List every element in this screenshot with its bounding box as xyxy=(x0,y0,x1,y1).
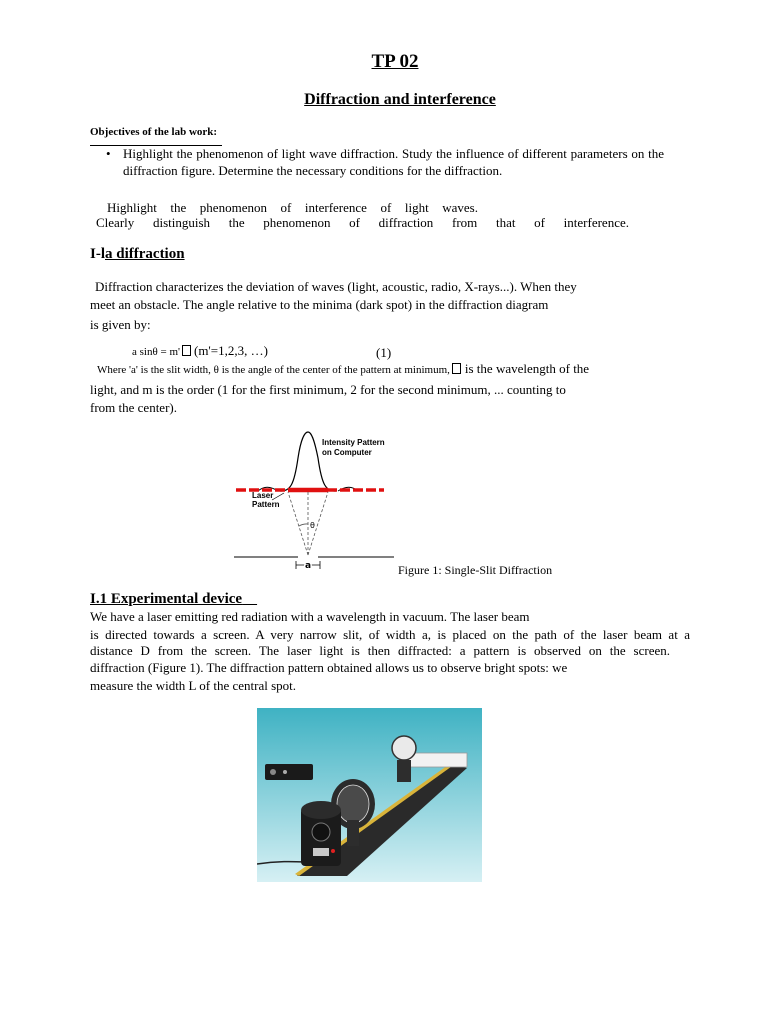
section-experimental-device-heading xyxy=(90,591,257,608)
laser-label xyxy=(313,848,329,856)
page-subtitle: Diffraction and interference xyxy=(304,91,496,108)
label-on-computer: on Computer xyxy=(322,448,372,457)
where-line-small: Where 'a' is the slit width, θ is the angle of the center of the pattern at minimum, xyxy=(97,364,450,376)
label-intensity-pattern: Intensity Pattern xyxy=(322,438,385,447)
sensor-knob-icon xyxy=(270,769,276,775)
device-paragraph-line-3: distance D from the screen. The laser light is then diffracted: a pattern is observed on the screen. xyxy=(90,643,670,658)
lambda-missing-glyph-icon xyxy=(452,363,461,374)
slit-wheel-mount xyxy=(347,820,359,846)
objectives-line-distinguish: Clearly distinguish the phenomenon of diffraction from that of interference. xyxy=(96,215,629,230)
theta-label: θ xyxy=(310,521,315,530)
laser-top xyxy=(301,801,341,819)
diffraction-paragraph-line-2: meet an obstacle. The angle relative to the minima (dark spot) in the diffraction diagram xyxy=(90,297,549,312)
laser-pointer-line xyxy=(272,493,284,500)
section-diffraction-heading-prefix: I-l xyxy=(90,246,105,262)
device-paragraph-line-1: We have a laser emitting red radiation with a wavelength in vacuum. The laser beam xyxy=(90,609,530,624)
slit-wheel-face xyxy=(337,785,369,823)
where-line-2: light, and m is the order (1 for the first minimum, 2 for the second minimum, ... counting to xyxy=(90,382,566,397)
theta-arc xyxy=(299,524,308,526)
where-line-3: from the center). xyxy=(90,400,177,415)
device-paragraph-line-2: is directed towards a screen. A very narrow slit, of width a, is placed on the path of the laser beam at a xyxy=(90,627,690,642)
diffraction-paragraph-line-1: Diffraction characterizes the deviation of waves (light, acoustic, radio, X-rays...). When they xyxy=(95,279,577,294)
label-pattern: Pattern xyxy=(252,500,280,509)
objectives-bullet-item xyxy=(106,146,664,179)
label-laser: Laser xyxy=(252,491,274,500)
device-paragraph-line-5: measure the width L of the central spot. xyxy=(90,678,297,693)
equation-left: a sinθ = m' xyxy=(132,346,180,358)
where-line-large: is the wavelength of the xyxy=(464,361,590,376)
objectives-heading: Objectives of the lab work: xyxy=(90,126,218,138)
far-rotary-disk xyxy=(392,736,416,760)
figure-1-caption: Figure 1: Single-Slit Diffraction xyxy=(398,563,553,577)
objectives-bullet-text: Highlight the phenomenon of light wave diffraction. Study the influence of different parameters on the diffraction figure. Determine the necessary conditions for the diffraction. xyxy=(123,146,664,178)
sensor-light-icon xyxy=(283,770,287,774)
far-disk-mount xyxy=(397,760,411,782)
ray-to-minimum-left xyxy=(288,492,308,555)
section-experimental-device-heading-text: I.1 Experimental device xyxy=(90,591,243,607)
equation-right: (m'=1,2,3, …) xyxy=(193,343,268,358)
equation-number: (1) xyxy=(376,345,392,360)
far-screen xyxy=(407,753,467,767)
objectives-line-interference: Highlight the phenomenon of interference of light waves. xyxy=(107,200,478,215)
bullet-icon: • xyxy=(106,146,111,161)
diffraction-paragraph-line-3: is given by: xyxy=(90,317,151,332)
slit-width-label: a xyxy=(305,561,312,571)
device-paragraph-line-4: diffraction (Figure 1). The diffraction pattern obtained allows us to observe bright spots: we xyxy=(90,660,568,675)
laser-aperture-icon xyxy=(312,823,330,841)
laser-warning-icon xyxy=(331,849,335,853)
section-diffraction-heading-underlined: a diffraction xyxy=(105,246,185,262)
page-title: TP 02 xyxy=(371,51,419,72)
lambda-missing-glyph-icon xyxy=(182,345,191,356)
equation-1 xyxy=(132,343,268,359)
where-line xyxy=(97,361,589,377)
section-diffraction-heading xyxy=(90,246,185,263)
experimental-device-photo xyxy=(257,708,482,882)
figure-single-slit-diffraction xyxy=(228,428,400,574)
